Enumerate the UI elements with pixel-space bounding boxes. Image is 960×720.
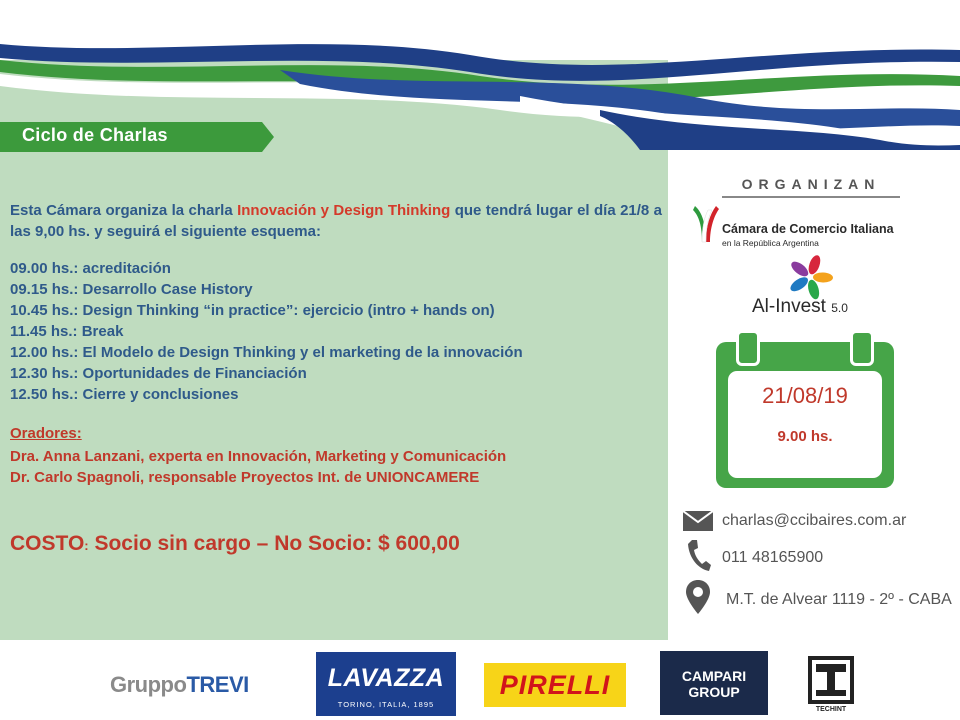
intro-paragraph <box>10 200 662 242</box>
cost-line <box>10 532 460 556</box>
lavazza-name: LAVAZZA <box>327 664 445 692</box>
location-pin-icon <box>686 580 710 614</box>
schedule-item: 12.50 hs.: Cierre y conclusiones <box>10 386 239 403</box>
event-date: 21/08/19 <box>762 383 848 408</box>
contact-address: M.T. de Alvear 1119 - 2º - CABA <box>726 591 952 608</box>
schedule-item: 09.00 hs.: acreditación <box>10 260 171 277</box>
calendar-ring-left <box>736 330 760 366</box>
intro-text-part2: que tendrá lugar el día 21/8 a las 9,00 hs. y seguirá el siguiente esquema: <box>10 202 662 240</box>
phone-icon <box>686 538 712 572</box>
cost-label: COSTO <box>10 532 85 555</box>
alinvest-label: Al-Invest <box>752 296 826 317</box>
trevi-name: TREVI <box>186 672 249 697</box>
schedule-item: 12.30 hs.: Oportunidades de Financiación <box>10 365 307 382</box>
schedule-list <box>10 258 662 405</box>
cost-text: Socio sin cargo – No Socio: $ 600,00 <box>88 532 460 555</box>
contact-email[interactable]: charlas@ccibaires.com.ar <box>722 512 907 529</box>
event-time: 9.00 hs. <box>777 428 833 445</box>
speakers-label-suffix: : <box>76 425 82 442</box>
intro-text-part1: Esta Cámara organiza la charla <box>10 202 238 219</box>
calendar-ring-right <box>850 330 874 366</box>
schedule-item: 09.15 hs.: Desarrollo Case History <box>10 281 253 298</box>
speakers-heading <box>10 425 82 442</box>
sponsor-trevi <box>110 672 249 698</box>
speaker-item: Dra. Anna Lanzani, experta en Innovación, Marketing y Comunicación <box>10 448 507 465</box>
alinvest-version: 5.0 <box>831 301 848 315</box>
alinvest-flower-logo <box>784 254 836 300</box>
campari-line2: GROUP <box>688 684 740 700</box>
page-title: Ciclo de Charlas <box>22 125 168 145</box>
organizers-underline <box>722 196 900 198</box>
cost-separator: : <box>84 538 89 553</box>
sponsor-techint-logo <box>808 656 854 704</box>
organizers-heading: ORGANIZAN <box>741 176 881 192</box>
camara-flag-logo <box>692 200 722 244</box>
speaker-item: Dr. Carlo Spagnoli, responsable Proyectos Int. de UNIONCAMERE <box>10 469 480 486</box>
campari-line1: CAMPARI <box>681 668 747 684</box>
speakers-list <box>10 446 506 488</box>
schedule-item: 12.00 hs.: El Modelo de Design Thinking y el marketing de la innovación <box>10 344 523 361</box>
talk-title: Innovación y Design Thinking <box>237 202 451 219</box>
schedule-item: 10.45 hs.: Design Thinking “in practice”: ejercicio (intro + hands on) <box>10 302 495 319</box>
camara-name: Cámara de Comercio Italiana <box>722 222 894 236</box>
speakers-label: Oradores <box>10 425 77 442</box>
schedule-item: 11.45 hs.: Break <box>10 323 124 340</box>
lavazza-subtitle: TORINO, ITALIA, 1895 <box>337 700 435 709</box>
trevi-prefix: Gruppo <box>110 672 187 697</box>
pirelli-name: PIRELLI <box>499 670 611 700</box>
alinvest-name <box>752 296 848 318</box>
camara-subtitle: en la República Argentina <box>722 238 819 248</box>
techint-name: TECHINT <box>815 706 847 713</box>
contact-phone[interactable]: 011 48165900 <box>722 549 824 566</box>
email-icon <box>683 511 713 531</box>
